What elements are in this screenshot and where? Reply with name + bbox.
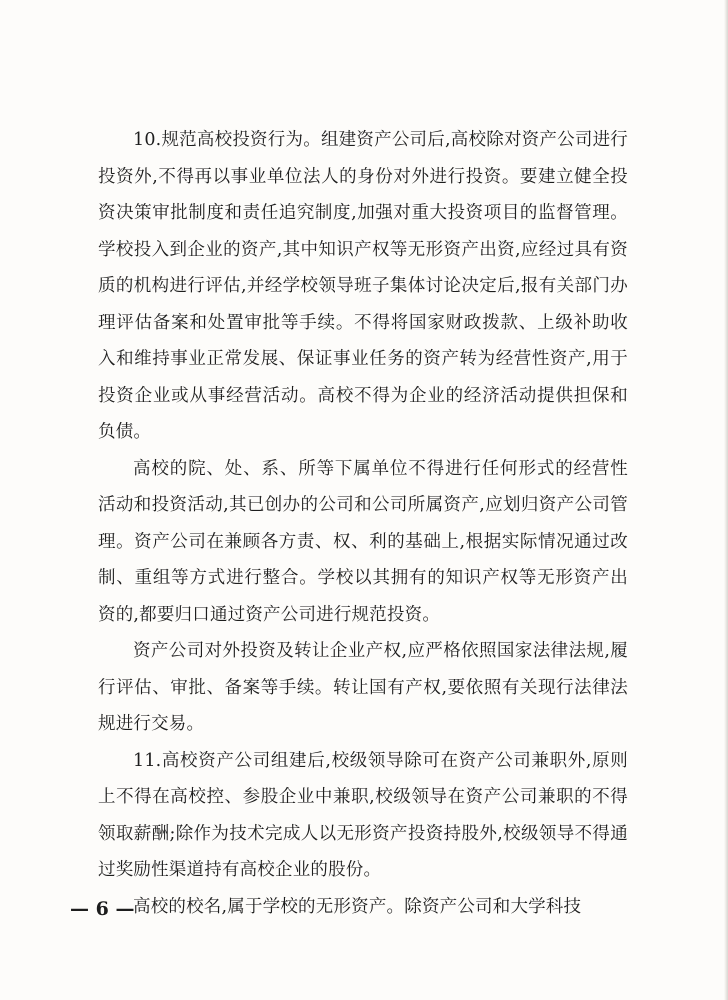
- document-body: [98, 122, 628, 925]
- paragraph-school-name: 高校的校名,属于学校的无形资产。除资产公司和大学科技: [133, 896, 582, 917]
- paragraph-leadership-positions: 11.高校资产公司组建后,校级领导除可在资产公司兼职外,原则上不得在高校控、参股企业中兼职,校级领导在资产公司兼职的不得领取薪酬;除作为技术完成人以无形资产投资持股外,校级领导不得通过奖励性渠道持有高校企业的股份。: [98, 750, 628, 880]
- paragraph-investment-regulation: 10.规范高校投资行为。组建资产公司后,高校除对资产公司进行投资外,不得再以事业单位法人的身份对外进行投资。要建立健全投资决策审批制度和责任追究制度,加强对重大投资项目的监督管理。学校投入到企业的资产,其中知识产权等无形资产出资,应经过具有资质的机构进行评估,并经学校领导班子集体讨论决定后,报有关部门办理评估备案和处置审批等手续。不得将国家财政拨款、上级补助收入和维持事业正常发展、保证事业任务的资产转为经营性资产,用于投资企业或从事经营活动。高校不得为企业的经济活动提供担保和负债。: [98, 130, 628, 442]
- scan-edge-shadow: [724, 0, 728, 1000]
- page-number: — 6 —: [70, 898, 135, 920]
- paragraph-subordinate-units: 高校的院、处、系、所等下属单位不得进行任何形式的经营性活动和投资活动,其已创办的公司和公司所属资产,应划归资产公司管理。资产公司在兼顾各方责、权、利的基础上,根据实际情况通过改制、重组等方式进行整合。学校以其拥有的知识产权等无形资产出资的,都要归口通过资产公司进行规范投资。: [98, 458, 628, 625]
- paragraph-property-transfer: 资产公司对外投资及转让企业产权,应严格依照国家法律法规,履行评估、审批、备案等手续。转让国有产权,要依照有关现行法律法规进行交易。: [98, 641, 628, 734]
